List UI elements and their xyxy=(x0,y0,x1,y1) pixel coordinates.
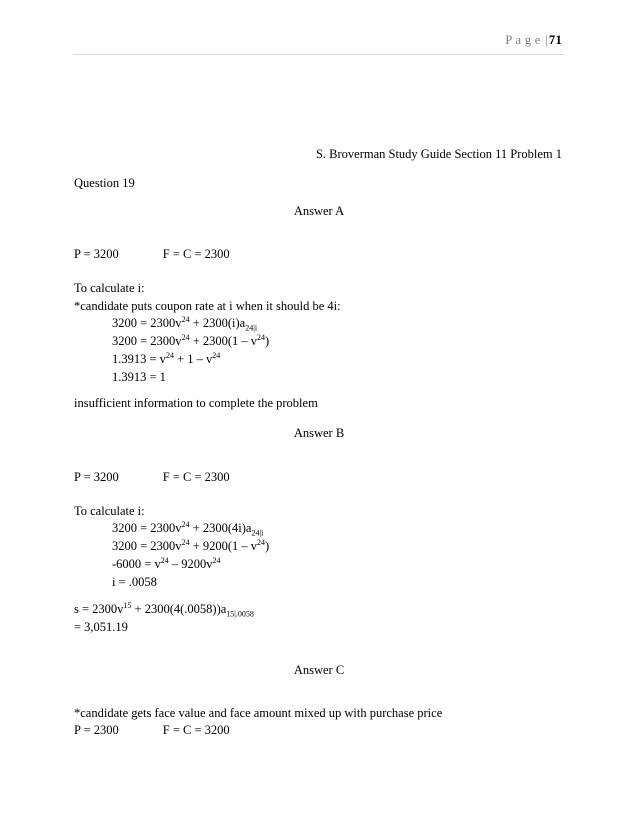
answer-a-given xyxy=(74,247,230,262)
given-p: P = 3200 xyxy=(74,247,119,261)
page-separator: | xyxy=(545,33,548,47)
answer-c-given xyxy=(74,723,230,738)
answer-a-conclusion: insufficient information to complete the problem xyxy=(74,396,318,410)
answer-b-eq2: $3200 = 2300v^{24} + 9200(1 - v^{24})$ xyxy=(112,537,270,553)
answer-b-solution: $s = 2300v^{15} + 2300(4(.0058))a_{15|.0058}$ xyxy=(74,600,254,619)
given-p: P = 2300 xyxy=(74,723,119,737)
answer-b-calc-label: To calculate i: xyxy=(74,504,145,518)
answer-b-eq3: $-6000 = v^{24} - 9200v^{24}$ xyxy=(112,555,221,571)
answer-a-eq3: $1.3913 = v^{24} + 1 - v^{24}$ xyxy=(112,350,221,366)
answer-a-note: *candidate puts coupon rate at i when it should be 4i: xyxy=(74,299,341,313)
answer-b-eq1: $3200 = 2300v^{24} + 2300(4i)a_{24|i}$ xyxy=(112,519,264,538)
answer-a-eq1: $3200 = 2300v^{24} + 2300(i)a_{24|i}$ xyxy=(112,314,258,333)
answer-c-note: *candidate gets face value and face amount mixed up with purchase price xyxy=(74,706,443,720)
given-p: P = 3200 xyxy=(74,470,119,484)
answer-a-heading: Answer A xyxy=(293,204,345,218)
answer-a-calc-label: To calculate i: xyxy=(74,281,145,295)
question-heading: Question 19 xyxy=(74,176,135,190)
source-reference: S. Broverman Study Guide Section 11 Problem 1 xyxy=(315,147,562,161)
answer-b-eq4: i = .0058 xyxy=(112,575,157,589)
answer-a-eq4: 1.3913 = 1 xyxy=(112,370,166,384)
page-number: 71 xyxy=(548,33,562,47)
answer-b-heading: Answer B xyxy=(293,426,345,440)
header-rule xyxy=(74,54,564,55)
given-fc: F = C = 2300 xyxy=(162,470,230,484)
page-word: P a g e xyxy=(505,33,541,47)
answer-a-eq2: $3200 = 2300v^{24} + 2300(1 - v^{24})$ xyxy=(112,332,270,348)
answer-b-given xyxy=(74,470,230,485)
given-fc: F = C = 3200 xyxy=(162,723,230,737)
answer-c-heading: Answer C xyxy=(293,663,345,677)
answer-b-result: = 3,051.19 xyxy=(74,620,128,634)
page-header xyxy=(505,33,562,48)
given-fc: F = C = 2300 xyxy=(162,247,230,261)
